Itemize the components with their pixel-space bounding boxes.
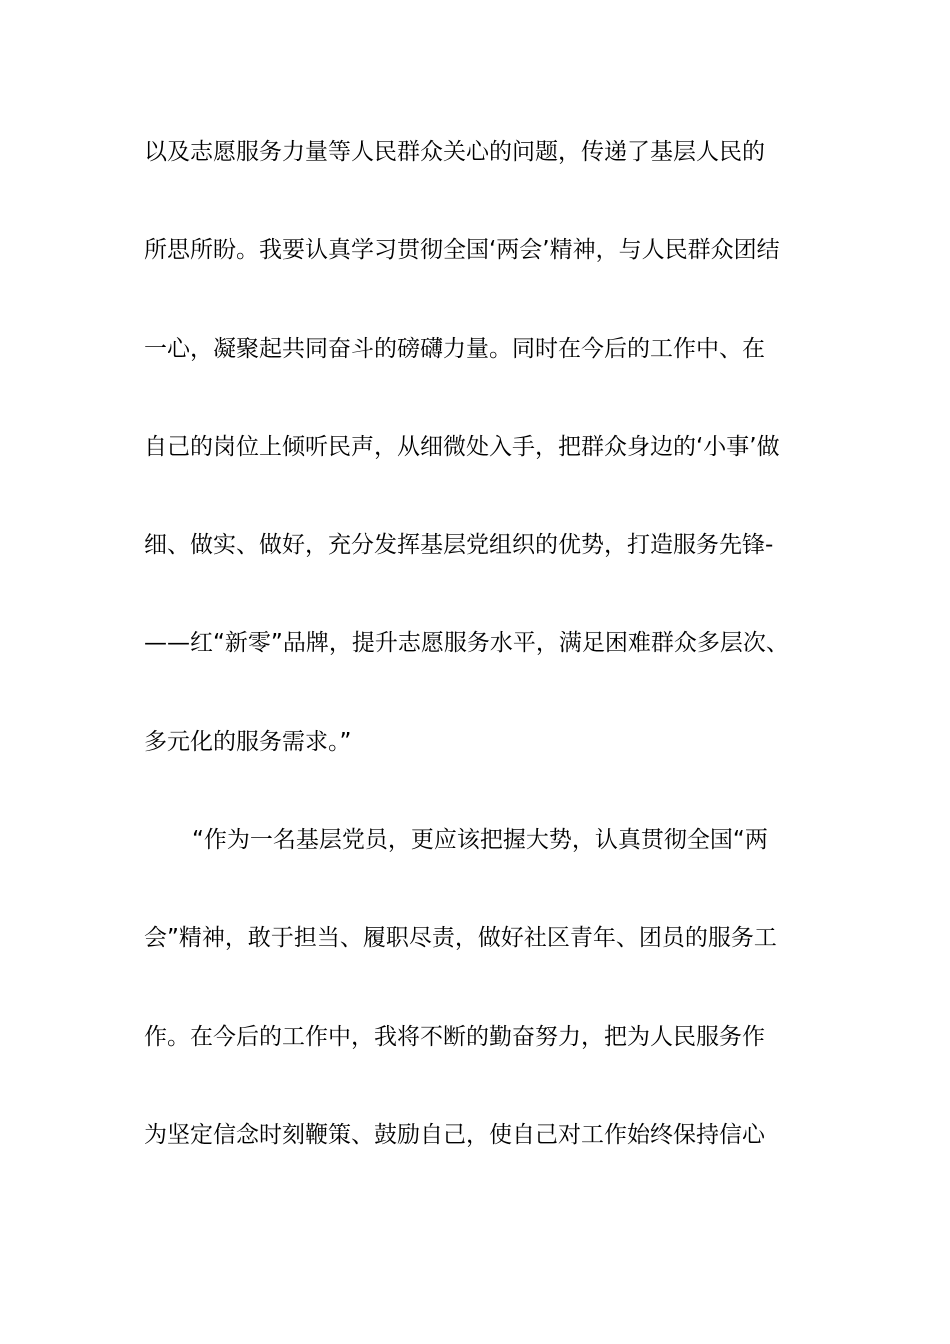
text-line: 多元化的服务需求。” [144, 728, 352, 755]
text-line: 作。在今后的工作中，我将不断的勤奋努力，把为人民服务作 [144, 1023, 765, 1050]
paragraph-first-line: “作为一名基层党员，更应该把握大势，认真贯彻全国“两 [192, 827, 768, 854]
text-line: 会”精神，敢于担当、履职尽责，做好社区青年、团员的服务工 [144, 925, 777, 952]
text-line: 一心，凝聚起共同奋斗的磅礴力量。同时在今后的工作中、在 [144, 335, 765, 362]
text-line: 自己的岗位上倾听民声，从细微处入手，把群众身边的‘小事’做 [144, 433, 780, 460]
text-line: 为坚定信念时刻鞭策、鼓励自己，使自己对工作始终保持信心 [144, 1121, 765, 1148]
text-line: 所思所盼。我要认真学习贯彻全国‘两会’精神，与人民群众团结 [144, 237, 780, 264]
text-line: 细、做实、做好，充分发挥基层党组织的优势，打造服务先锋- [144, 532, 774, 559]
text-line: ——红“新零”品牌，提升志愿服务水平，满足困难群众多层次、 [144, 630, 789, 657]
text-line: 以及志愿服务力量等人民群众关心的问题，传递了基层人民的 [144, 139, 765, 165]
body-text [144, 123, 824, 1204]
